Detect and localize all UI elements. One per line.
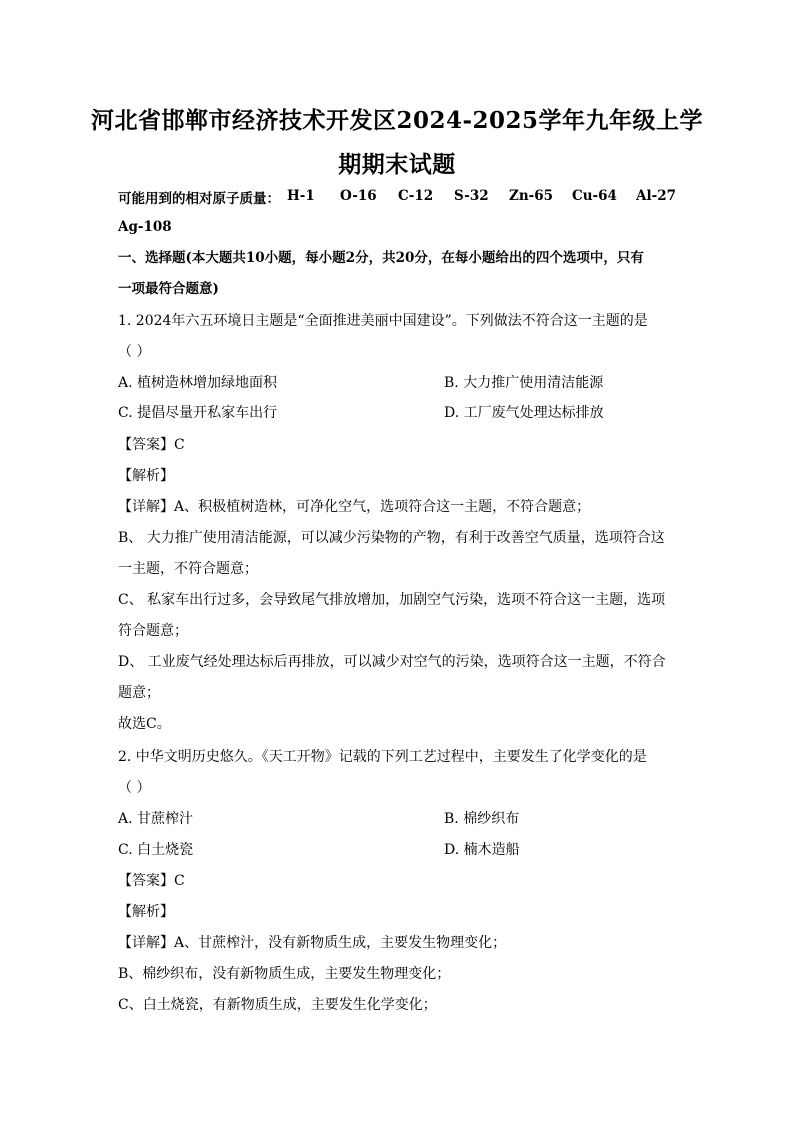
q1-answer: 【答案】C <box>118 437 185 453</box>
q1-detail-line: B、 大力推广使用清洁能源，可以减少污染物的产物，有利于改善空气质量，选项符合这 <box>118 530 665 546</box>
mass-h: H-1 <box>287 188 315 204</box>
mass-c: C-12 <box>398 188 434 204</box>
q2-option-a: A. 甘蔗榨汁 <box>118 811 194 827</box>
q1-option-c: C. 提倡尽量开私家车出行 <box>118 405 278 421</box>
q1-detail-line: 题意； <box>118 685 160 701</box>
q2-detail-line: B、棉纱织布，没有新物质生成，主要发生物理变化； <box>118 966 451 982</box>
q1-detail-line: 一主题，不符合题意； <box>118 561 258 577</box>
q2-detail-line: 【详解】A、甘蔗榨汁，没有新物质生成，主要发生物理变化； <box>118 935 507 951</box>
mass-al: Al-27 <box>636 188 676 204</box>
q1-conclusion: 故选C。 <box>118 716 171 732</box>
q1-detail-line: 【详解】A、积极植树造林，可净化空气，选项符合这一主题，不符合题意； <box>118 499 591 515</box>
q1-stem: 1. 2024年六五环境日主题是“全面推进美丽中国建设”。下列做法不符合这一主题的是 <box>118 313 648 329</box>
q2-bracket: （ ） <box>118 780 151 796</box>
q1-bracket: （ ） <box>118 344 151 360</box>
mass-o: O-16 <box>340 188 377 204</box>
q2-option-b: B. 棉纱织布 <box>444 811 520 827</box>
q1-analysis: 【解析】 <box>118 468 174 484</box>
section-heading-line-1: 一、选择题(本大题共10小题，每小题2分，共20分，在每小题给出的四个选项中，只有 <box>118 250 644 266</box>
q2-analysis: 【解析】 <box>118 904 174 920</box>
mass-ag: Ag-108 <box>118 219 172 235</box>
mass-cu: Cu-64 <box>572 188 617 204</box>
q1-option-a: A. 植树造林增加绿地面积 <box>118 375 278 391</box>
document-title-line-2: 期期末试题 <box>338 151 456 178</box>
q1-detail-line: C、 私家车出行过多，会导致尾气排放增加，加剧空气污染，选项不符合这一主题，选项 <box>118 592 666 608</box>
q1-detail-line: D、 工业废气经处理达标后再排放，可以减少对空气的污染，选项符合这一主题，不符合 <box>118 654 666 670</box>
q1-option-d: D. 工厂废气处理达标排放 <box>444 405 604 421</box>
mass-s: S-32 <box>454 188 489 204</box>
mass-zn: Zn-65 <box>509 188 554 204</box>
document-title-line-1: 河北省邯郸市经济技术开发区2024-2025学年九年级上学 <box>90 107 704 134</box>
q2-answer: 【答案】C <box>118 873 185 889</box>
q1-detail-line: 符合题意； <box>118 623 188 639</box>
q2-stem: 2. 中华文明历史悠久。《天工开物》记载的下列工艺过程中，主要发生了化学变化的是 <box>118 749 647 765</box>
q2-option-d: D. 楠木造船 <box>444 842 520 858</box>
q1-option-b: B. 大力推广使用清洁能源 <box>444 375 604 391</box>
q2-option-c: C. 白土烧瓷 <box>118 842 194 858</box>
atomic-masses-label: 可能用到的相对原子质量： <box>118 191 280 207</box>
q2-detail-line: C、白土烧瓷，有新物质生成，主要发生化学变化； <box>118 997 437 1013</box>
section-heading-line-2: 一项最符合题意) <box>118 281 219 297</box>
